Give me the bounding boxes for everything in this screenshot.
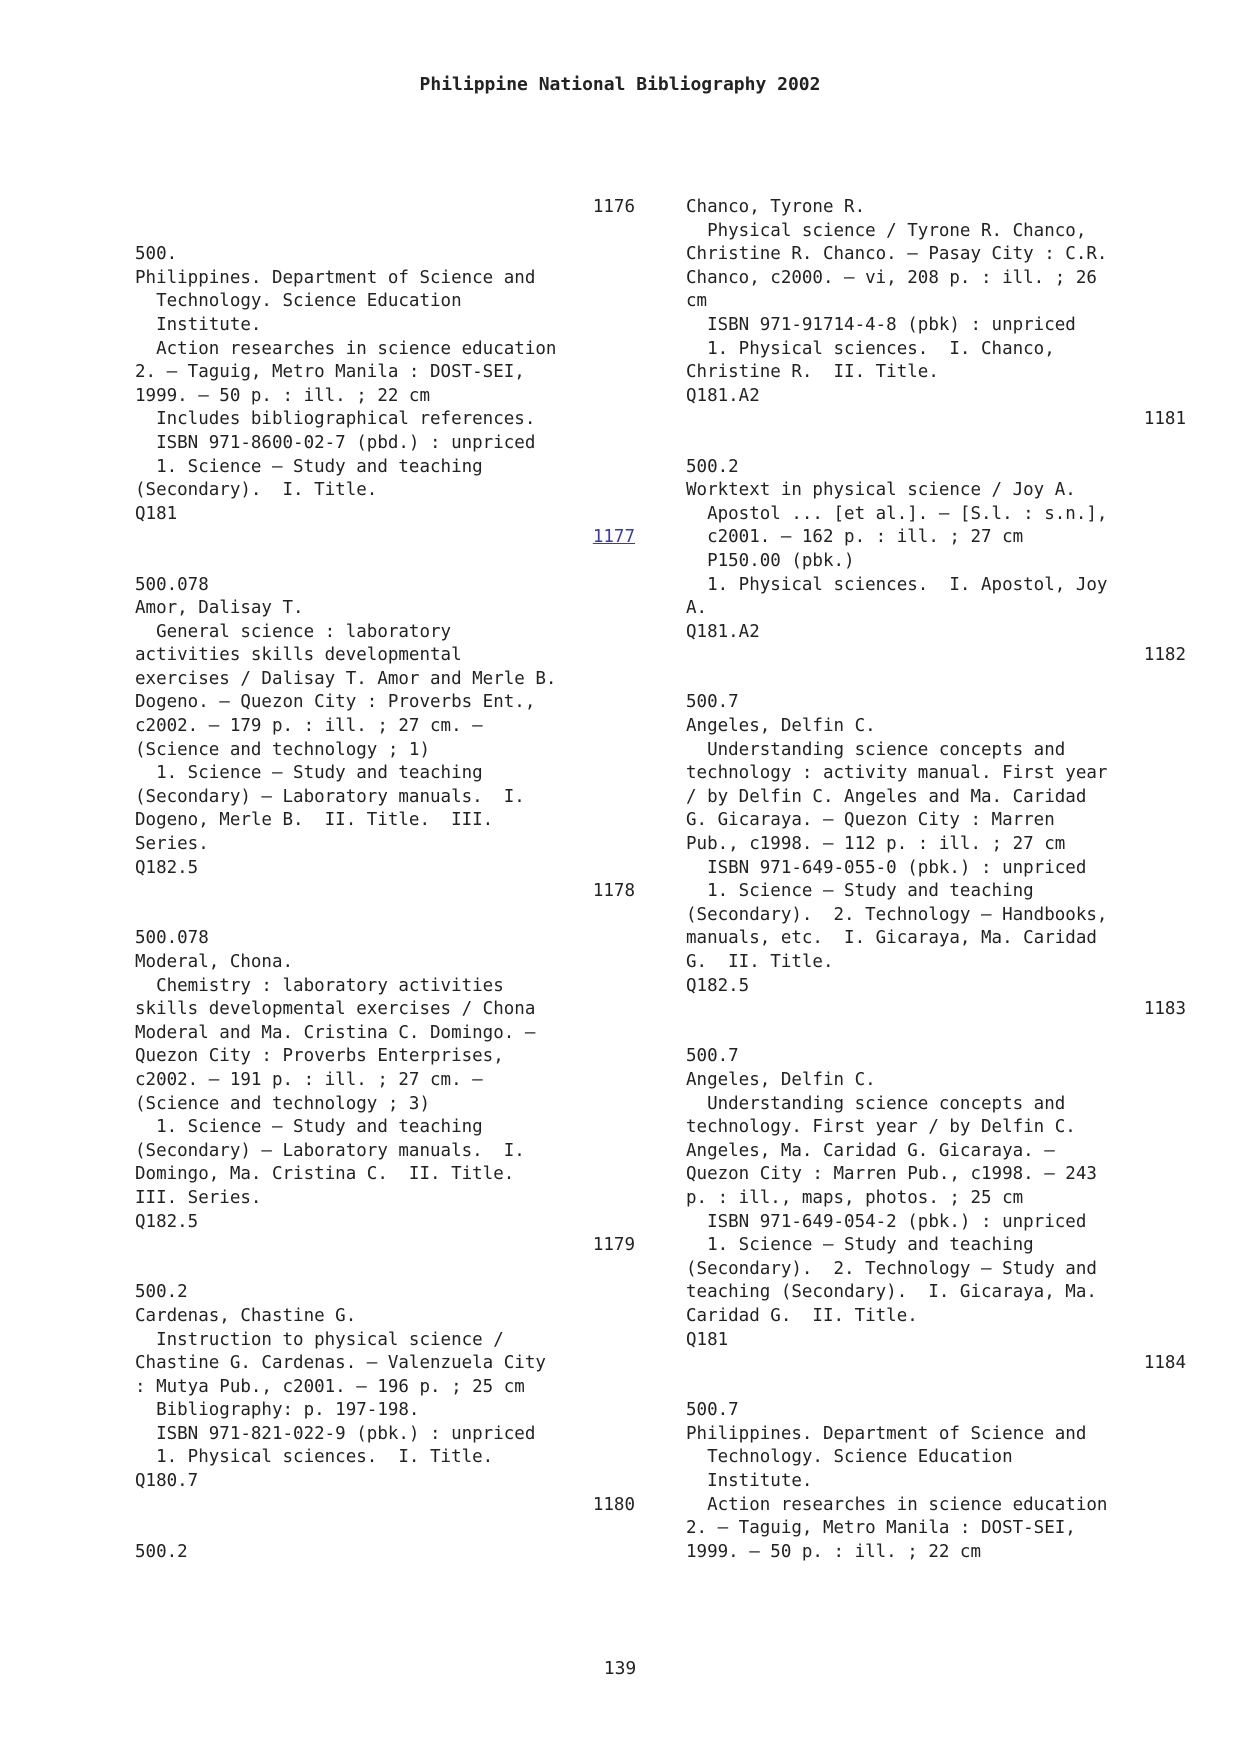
left-column bbox=[135, 196, 635, 1564]
entry-line: skills developmental exercises / Chona bbox=[135, 999, 536, 1020]
entry-line: Christine R. II. Title. bbox=[686, 362, 939, 383]
entry-number: 1180 bbox=[592, 1494, 635, 1515]
entry-line: Moderal and Ma. Cristina C. Domingo. – bbox=[135, 1022, 536, 1043]
entry-line: Action researches in science education bbox=[686, 1494, 1108, 1515]
entry-line: (Secondary) – Laboratory manuals. I. bbox=[135, 786, 525, 807]
entry-line: Chanco, c2000. – vi, 208 p. : ill. ; 26 bbox=[686, 267, 1097, 288]
entry-line: ISBN 971-821-022-9 (pbk.) : unpriced bbox=[135, 1423, 536, 1444]
entry-line: ISBN 971-649-055-0 (pbk.) : unpriced bbox=[686, 857, 1087, 878]
entry-line: Angeles, Delfin C. bbox=[686, 1069, 876, 1090]
entry-line: G. II. Title. bbox=[686, 952, 834, 972]
entry-line: technology. First year / by Delfin C. bbox=[686, 1117, 1076, 1138]
entry-line: Caridad G. II. Title. bbox=[686, 1305, 918, 1326]
blank-line bbox=[135, 904, 635, 928]
entry-line: III. Series. bbox=[135, 1187, 262, 1208]
entry-line: technology : activity manual. First year bbox=[686, 763, 1108, 784]
entry-line: ISBN 971-8600-02-7 (pbd.) : unpriced bbox=[135, 432, 536, 453]
entry-line: 500.2 bbox=[135, 1541, 188, 1562]
entry-number: 1184 bbox=[1143, 1353, 1186, 1374]
entry-number: 1183 bbox=[1143, 999, 1186, 1020]
entry-line: Chanco, Tyrone R. bbox=[686, 197, 866, 217]
entry-line: Physical science / Tyrone R. Chanco, bbox=[686, 220, 1087, 241]
entry-number: 1181 bbox=[1143, 409, 1186, 430]
entry-line: (Secondary). I. Title. bbox=[135, 480, 378, 501]
entry-line: 2. – Taguig, Metro Manila : DOST-SEI, bbox=[135, 362, 525, 383]
entry-line: (Secondary) – Laboratory manuals. I. bbox=[135, 1140, 525, 1161]
entry-number: 1178 bbox=[592, 881, 635, 902]
entry-line: A. bbox=[686, 598, 708, 619]
entry-line: 500.2 bbox=[686, 456, 739, 477]
blank-line bbox=[135, 550, 635, 574]
entry-line: Dogeno. – Quezon City : Proverbs Ent., bbox=[135, 692, 536, 713]
blank-line bbox=[686, 668, 1186, 692]
entry-line: Technology. Science Education bbox=[686, 1447, 1013, 1468]
entry-line: c2002. – 191 p. : ill. ; 27 cm. – bbox=[135, 1069, 483, 1090]
entry-line: manuals, etc. I. Gicaraya, Ma. Caridad bbox=[686, 928, 1097, 949]
right-column bbox=[686, 196, 1186, 1564]
entry-line: 1. Science – Study and teaching bbox=[686, 1235, 1034, 1256]
blank-line bbox=[135, 1517, 635, 1541]
entry-line: exercises / Dalisay T. Amor and Merle B. bbox=[135, 668, 557, 689]
entry-line: Q182.5 bbox=[686, 975, 750, 996]
entry-line: Amor, Dalisay T. bbox=[135, 598, 304, 619]
entry-line: Q182.5 bbox=[135, 1211, 199, 1232]
entry-line: Quezon City : Marren Pub., c1998. – 243 bbox=[686, 1164, 1097, 1185]
entry-line: (Secondary). 2. Technology – Handbooks, bbox=[686, 904, 1108, 925]
blank-line bbox=[686, 432, 1186, 456]
entry-line: c2002. – 179 p. : ill. ; 27 cm. – bbox=[135, 716, 483, 737]
entry-line: Q182.5 bbox=[135, 857, 199, 878]
entry-number: 1176 bbox=[592, 197, 635, 217]
entry-line: Christine R. Chanco. – Pasay City : C.R. bbox=[686, 244, 1108, 265]
entry-line: Worktext in physical science / Joy A. bbox=[686, 480, 1076, 501]
entry-line: 2. – Taguig, Metro Manila : DOST-SEI, bbox=[686, 1518, 1076, 1539]
entry-line: 1999. – 50 p. : ill. ; 22 cm bbox=[135, 385, 431, 406]
entry-line: Q180.7 bbox=[135, 1471, 199, 1492]
entry-line: 1. Physical sciences. I. Chanco, bbox=[686, 338, 1055, 359]
entry-line: 1. Science – Study and teaching bbox=[135, 763, 483, 784]
entry-line: activities skills developmental bbox=[135, 645, 462, 666]
entry-line: teaching (Secondary). I. Gicaraya, Ma. bbox=[686, 1282, 1097, 1303]
entry-line: G. Gicaraya. – Quezon City : Marren bbox=[686, 810, 1055, 831]
entry-line: Q181 bbox=[135, 503, 178, 524]
entry-line: (Science and technology ; 3) bbox=[135, 1093, 431, 1114]
entry-line: Understanding science concepts and bbox=[686, 1093, 1066, 1114]
entry-line: Bibliography: p. 197-198. bbox=[135, 1400, 420, 1421]
entry-line: cm bbox=[686, 291, 708, 312]
entry-number: 1179 bbox=[592, 1235, 635, 1256]
entry-line: Instruction to physical science / bbox=[135, 1329, 504, 1350]
entry-line: Includes bibliographical references. bbox=[135, 409, 536, 430]
entry-line: Q181.A2 bbox=[686, 385, 760, 406]
entry-line: : Mutya Pub., c2001. – 196 p. ; 25 cm bbox=[135, 1376, 525, 1397]
entry-line: 500.078 bbox=[135, 574, 209, 595]
blank-line bbox=[135, 220, 635, 244]
entry-line: Moderal, Chona. bbox=[135, 952, 294, 972]
entry-line: c2001. – 162 p. : ill. ; 27 cm bbox=[686, 527, 1024, 548]
entry-line: Quezon City : Proverbs Enterprises, bbox=[135, 1046, 504, 1067]
page-title: Philippine National Bibliography 2002 bbox=[419, 74, 821, 95]
entry-line: Angeles, Ma. Caridad G. Gicaraya. – bbox=[686, 1140, 1055, 1161]
entry-line: Institute. bbox=[686, 1471, 813, 1492]
blank-line bbox=[135, 1258, 635, 1282]
entry-line: p. : ill., maps, photos. ; 25 cm bbox=[686, 1187, 1024, 1208]
entry-line: Technology. Science Education bbox=[135, 291, 462, 312]
entry-line: Chastine G. Cardenas. – Valenzuela City bbox=[135, 1353, 546, 1374]
entry-line: / by Delfin C. Angeles and Ma. Caridad bbox=[686, 786, 1087, 807]
page-number: 139 bbox=[603, 1658, 637, 1679]
entry-line: 500.078 bbox=[135, 928, 209, 949]
entry-line: Chemistry : laboratory activities bbox=[135, 975, 504, 996]
blank-line bbox=[686, 1022, 1186, 1046]
entry-line: 1. Science – Study and teaching bbox=[135, 456, 483, 477]
entry-line: (Science and technology ; 1) bbox=[135, 739, 431, 760]
entry-line: Philippines. Department of Science and bbox=[135, 267, 536, 288]
entry-line: Q181.A2 bbox=[686, 621, 760, 642]
entry-line: 500.2 bbox=[135, 1282, 188, 1303]
entry-line: 500.7 bbox=[686, 1400, 739, 1421]
entry-line: Action researches in science education bbox=[135, 338, 557, 359]
entry-line: Cardenas, Chastine G. bbox=[135, 1305, 357, 1326]
entry-line: ISBN 971-91714-4-8 (pbk) : unpriced bbox=[686, 314, 1076, 335]
entry-line: 1. Physical sciences. I. Apostol, Joy bbox=[686, 574, 1108, 595]
entry-line: 500.7 bbox=[686, 1046, 739, 1067]
entry-line: Apostol ... [et al.]. – [S.l. : s.n.], bbox=[686, 503, 1108, 524]
entry-line: 1999. – 50 p. : ill. ; 22 cm bbox=[686, 1541, 982, 1562]
entry-line: (Secondary). 2. Technology – Study and bbox=[686, 1258, 1097, 1279]
entry-line: 1. Physical sciences. I. Title. bbox=[135, 1447, 494, 1468]
entry-line: 500.7 bbox=[686, 692, 739, 713]
entry-line: Institute. bbox=[135, 314, 262, 335]
entry-line: Domingo, Ma. Cristina C. II. Title. bbox=[135, 1164, 515, 1185]
entry-line: Dogeno, Merle B. II. Title. III. bbox=[135, 810, 494, 831]
entry-line: Angeles, Delfin C. bbox=[686, 716, 876, 737]
entry-line: Series. bbox=[135, 834, 209, 855]
entry-line: 1. Science – Study and teaching bbox=[686, 881, 1034, 902]
entry-number: 1182 bbox=[1143, 645, 1186, 666]
entry-line: 500. bbox=[135, 244, 178, 265]
blank-line bbox=[686, 1376, 1186, 1400]
entry-line: 1. Science – Study and teaching bbox=[135, 1117, 483, 1138]
entry-line: P150.00 (pbk.) bbox=[686, 550, 855, 571]
entry-line: General science : laboratory bbox=[135, 621, 452, 642]
entry-number-link[interactable]: 1177 bbox=[592, 527, 635, 548]
entry-line: ISBN 971-649-054-2 (pbk.) : unpriced bbox=[686, 1211, 1087, 1232]
entry-line: Philippines. Department of Science and bbox=[686, 1423, 1087, 1444]
entry-line: Pub., c1998. – 112 p. : ill. ; 27 cm bbox=[686, 834, 1066, 855]
entry-line: Understanding science concepts and bbox=[686, 739, 1066, 760]
entry-line: Q181 bbox=[686, 1329, 729, 1350]
